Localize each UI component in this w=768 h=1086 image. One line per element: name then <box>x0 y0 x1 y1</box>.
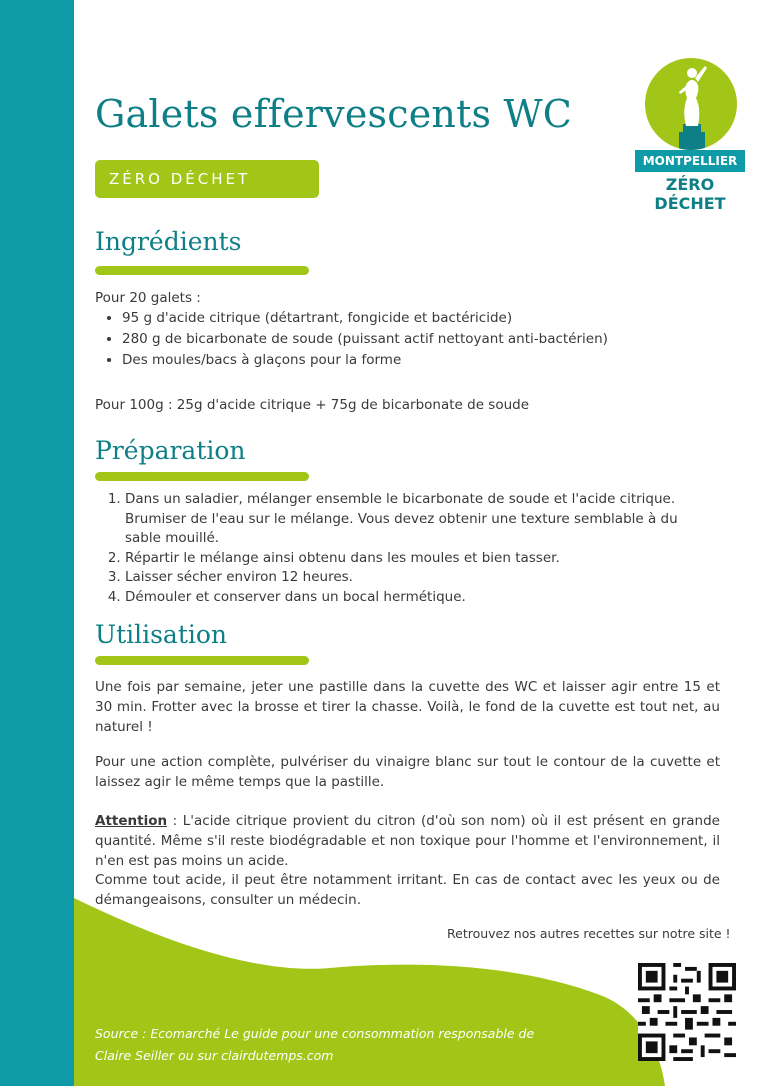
utilisation-heading: Utilisation <box>95 620 228 649</box>
preparation-underline <box>95 472 309 481</box>
ingredients-underline <box>95 266 309 275</box>
list-item: • 95 g d'acide citrique (détartrant, fongicide et bactéricide) <box>122 308 608 329</box>
utilisation-paragraph-2: Pour une action complète, pulvériser du vinaigre blanc sur tout le contour de la cuvette et laissez agir le même temps que la pastille. <box>95 754 720 790</box>
qr-code-icon[interactable] <box>638 963 736 1061</box>
attention-paragraph <box>95 811 720 871</box>
ingredients-list <box>104 308 608 371</box>
logo-line1: MONTPELLIER <box>635 150 745 172</box>
utilisation-paragraph-1: Une fois par semaine, jeter une pastille dans la cuvette des WC et laisser agir entre 15 et 30 min. Frotter avec la brosse et tirer la chasse. Voilà, le fond de la cuvette est tout net, au naturel ! <box>95 679 720 735</box>
attention-label: Attention <box>95 813 168 829</box>
utilisation-underline <box>95 656 309 665</box>
logo-circle <box>645 58 737 150</box>
source-line-1: Source : Ecomarché Le guide pour une consommation responsable de <box>95 1026 535 1041</box>
list-item: 3. Laisser sécher environ 12 heures. <box>125 568 685 588</box>
list-item: 2. Répartir le mélange ainsi obtenu dans les moules et bien tasser. <box>125 549 685 569</box>
source-credit <box>95 1023 565 1067</box>
list-item: • 280 g de bicarbonate de soude (puissant actif nettoyant anti-bactérien) <box>122 329 608 350</box>
ingredients-ratio: Pour 100g : 25g d'acide citrique + 75g de bicarbonate de soude <box>95 397 530 413</box>
source-line-2: Claire Seiller ou sur clairdutemps.com <box>95 1048 334 1063</box>
utilisation-paragraph-4: Comme tout acide, il peut être notamment irritant. En cas de contact avec les yeux ou de démangeaisons, consulter un médecin. <box>95 872 720 908</box>
statue-icon <box>645 58 737 150</box>
montpellier-zero-dechet-logo <box>635 58 745 213</box>
tag-label: ZÉRO DÉCHET <box>109 170 251 188</box>
attention-text: : L'acide citrique provient du citron (d'où son nom) où il est présent en grande quantité. Même s'il reste biodégradable et non toxique pour l'homme et l'environnement, il n'en est pas moins un acide. <box>95 813 720 869</box>
site-note: Retrouvez nos autres recettes sur notre site ! <box>447 926 731 941</box>
logo-line2: ZÉRO DÉCHET <box>654 175 726 213</box>
ingredients-intro: Pour 20 galets : <box>95 290 201 306</box>
list-item: 4. Démouler et conserver dans un bocal hermétique. <box>125 588 685 608</box>
page-title: Galets effervescents WC <box>95 92 573 136</box>
preparation-heading: Préparation <box>95 436 246 465</box>
ingredients-heading: Ingrédients <box>95 227 242 256</box>
zero-dechet-tag <box>95 160 319 198</box>
preparation-steps <box>104 490 685 607</box>
list-item: 1. Dans un saladier, mélanger ensemble le bicarbonate de soude et l'acide citrique. Brumiser de l'eau sur le mélange. Vous devez obtenir une texture semblable à du sable mouillé. <box>125 490 685 549</box>
list-item: • Des moules/bacs à glaçons pour la forme <box>122 350 608 371</box>
